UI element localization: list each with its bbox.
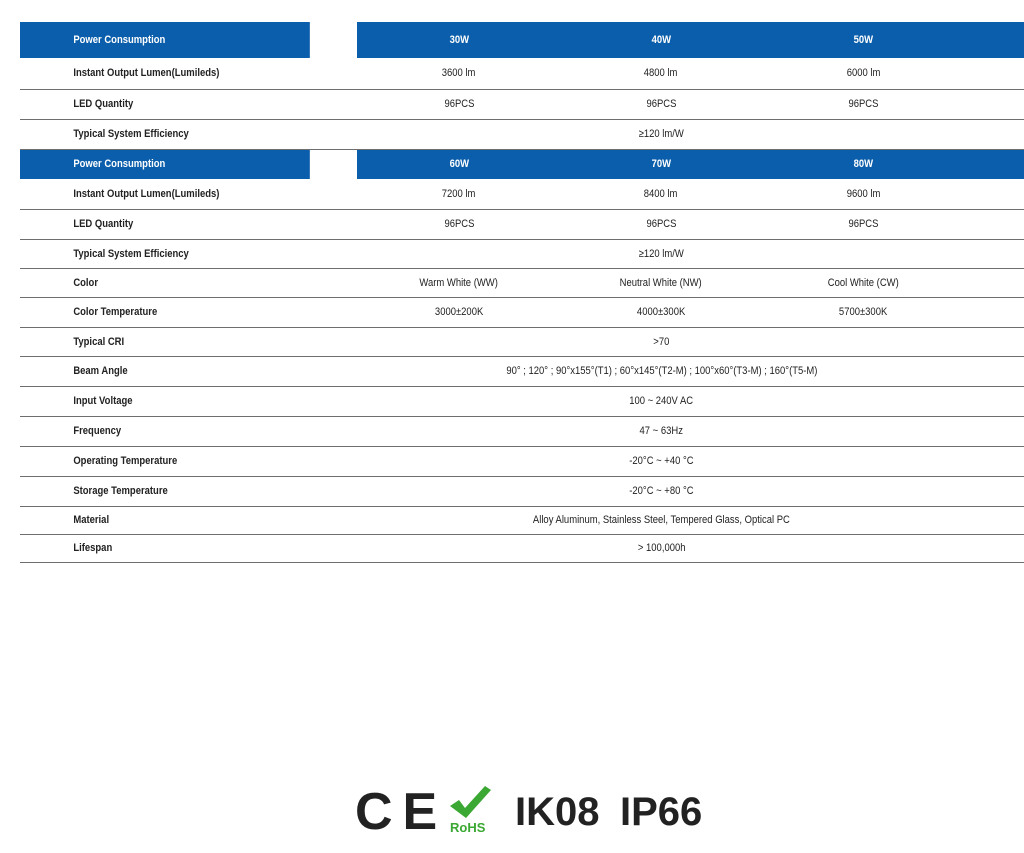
table-row [20,239,1024,268]
header-label: Power Consumption [20,149,310,179]
row-label: Lifespan [20,534,310,562]
header-label: Power Consumption [20,22,310,58]
row-value: Neutral White (NW) [561,268,761,297]
row-label: LED Quantity [20,209,310,239]
table-row [20,506,1024,534]
row-value: Warm White (WW) [357,268,561,297]
row-value: 8400 lm [561,179,761,209]
row-label: Typical System Efficiency [20,239,310,268]
table-header-row [20,149,1024,179]
row-label: Material [20,506,310,534]
ik-rating: IK08 [515,790,600,834]
header-value: 70W [561,149,761,179]
header-value: 30W [357,22,561,58]
row-value: 100 ~ 240V AC [357,386,966,416]
row-value: >70 [357,327,966,356]
row-value: 6000 lm [761,58,966,89]
row-label: Storage Temperature [20,476,310,506]
table-row [20,356,1024,386]
row-value: 96PCS [357,89,561,119]
row-label: Instant Output Lumen(Lumileds) [20,179,310,209]
row-label: Typical System Efficiency [20,119,310,149]
table-header-row [20,22,1024,58]
row-value: 3000±200K [357,297,561,327]
ce-mark: CE [355,783,448,841]
table-row [20,58,1024,89]
table-row [20,476,1024,506]
row-value: Cool White (CW) [761,268,966,297]
row-value: 4800 lm [561,58,761,89]
row-value: -20°C ~ +80 °C [357,476,966,506]
table-row [20,446,1024,476]
table-row [20,268,1024,297]
table-row [20,416,1024,446]
table-row [20,327,1024,356]
row-value: Alloy Aluminum, Stainless Steel, Tempered Glass, Optical PC [357,506,966,534]
table-row [20,209,1024,239]
row-label: Instant Output Lumen(Lumileds) [20,58,310,89]
header-value: 40W [561,22,761,58]
header-value: 80W [761,149,966,179]
row-value: 90° ; 120° ; 90°x155°(T1) ; 60°x145°(T2-M) ; 100°x60°(T3-M) ; 160°(T5-M) [357,356,966,386]
row-value: 96PCS [561,209,761,239]
row-label: Color Temperature [20,297,310,327]
row-value: 96PCS [761,89,966,119]
row-label: Beam Angle [20,356,310,386]
row-value: 96PCS [761,209,966,239]
spec-table [20,22,1024,563]
certification-marks [355,784,715,840]
rohs-label: RoHS [450,820,486,835]
row-value: ≥120 lm/W [357,239,966,268]
row-label: Frequency [20,416,310,446]
table-row [20,386,1024,416]
table-row [20,119,1024,149]
row-value: 7200 lm [357,179,561,209]
ip-rating: IP66 [620,790,703,834]
table-row [20,179,1024,209]
row-label: LED Quantity [20,89,310,119]
table-row [20,89,1024,119]
table-row [20,534,1024,562]
row-value: 96PCS [561,89,761,119]
row-value: 96PCS [357,209,561,239]
header-value: 50W [761,22,966,58]
row-label: Operating Temperature [20,446,310,476]
row-label: Typical CRI [20,327,310,356]
row-value: 47 ~ 63Hz [357,416,966,446]
row-label: Input Voltage [20,386,310,416]
row-value: 9600 lm [761,179,966,209]
rohs-icon [447,784,493,838]
header-value: 60W [357,149,561,179]
row-value: 5700±300K [761,297,966,327]
row-value: > 100,000h [357,534,966,562]
row-value: -20°C ~ +40 °C [357,446,966,476]
row-label: Color [20,268,310,297]
row-value: 4000±300K [561,297,761,327]
table-row [20,297,1024,327]
row-value: 3600 lm [357,58,561,89]
row-value: ≥120 lm/W [357,119,966,149]
